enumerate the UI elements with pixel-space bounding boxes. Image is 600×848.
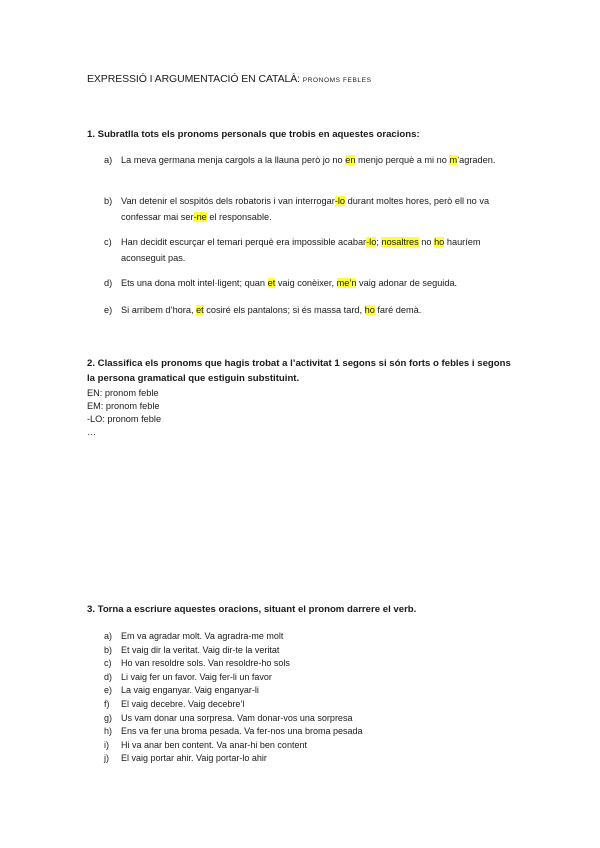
q2-answer-3: -LO: pronom feble	[87, 414, 162, 424]
item-label: b)	[104, 196, 113, 206]
item-text: Ets una dona molt intel·ligent; quan et vaig conèixer, me’n vaig adonar de seguida.	[121, 278, 458, 288]
q3-item: e) La vaig enganyar. Vaig enganyar-li	[104, 685, 259, 696]
title-main: EXPRESSIÓ I ARGUMENTACIÓ EN CATALÀ:	[87, 73, 300, 85]
q3-item: a) Em va agradar molt. Va agradra-me molt	[104, 631, 284, 641]
highlight: ho	[364, 305, 375, 315]
q3-item: b) Et vaig dir la veritat. Vaig dir-te la veritat	[104, 644, 280, 655]
q3-item: i) Hi va anar ben content. Va anar-hi ben content	[104, 739, 307, 750]
q3-item: f) El vaig decebre. Vaig decebre’l	[104, 699, 245, 709]
q3-item: h) Ens va fer una broma pesada. Va fer-nos una broma pesada	[104, 726, 363, 737]
item-label: e)	[104, 305, 113, 315]
highlight: -ne	[193, 212, 207, 222]
q3-item: d) Li vaig fer un favor. Vaig fer-li un favor	[104, 671, 272, 682]
highlight: -lo	[334, 196, 346, 206]
item-label: c)	[104, 237, 112, 247]
item-label: d)	[104, 278, 113, 288]
q3-item: g) Us vam donar una sorpresa. Vam donar-vos una sorpresa	[104, 712, 353, 723]
highlight: m	[449, 155, 458, 165]
highlight: ho	[434, 237, 445, 247]
highlight: nosaltres	[381, 237, 419, 247]
q2-answer-2: EM: pronom feble	[87, 401, 160, 411]
highlight: et	[196, 305, 204, 315]
q3-item: c) Ho van resoldre sols. Van resoldre-ho sols	[104, 658, 290, 669]
item-text: Han decidit escurçar el temari perquè era impossible acabar-lo; nosaltres no ho hauríem aconseguit pas.	[121, 237, 481, 263]
document-title	[87, 73, 372, 85]
q2-answer-1: EN: pronom feble	[87, 388, 159, 398]
question-2-heading: 2. Classifica els pronoms que hagis trobat a l’activitat 1 segons si són forts o febles i segons la persona gramatical que estiguin substituint.	[87, 358, 511, 384]
item-text: Si arribem d’hora, et cosiré els pantalons; si és massa tard, ho faré demà.	[121, 305, 422, 315]
question-1-heading: 1. Subratlla tots els pronoms personals que trobis en aquestes oracions:	[87, 129, 420, 140]
item-text: Van detenir el sospitós dels robatoris i van interrogar-lo durant moltes hores, però ell no va confessar mai ser-ne el responsable.	[121, 196, 490, 222]
highlight: me’n	[336, 278, 357, 288]
highlight: et	[267, 278, 276, 288]
highlight: en	[345, 155, 356, 165]
item-label: a)	[104, 155, 113, 165]
highlight: -lo	[366, 237, 377, 247]
q3-item: j) El vaig portar ahir. Vaig portar-lo ahir	[104, 753, 267, 764]
title-sub: PRONOMS FEBLES	[302, 77, 372, 84]
item-text: La meva germana menja cargols a la llauna però jo no en menjo perquè a mi no m’agraden.	[121, 155, 496, 165]
question-3-heading: 3. Torna a escriure aquestes oracions, situant el pronom darrere el verb.	[87, 604, 417, 615]
q2-answer-4: …	[87, 427, 97, 437]
